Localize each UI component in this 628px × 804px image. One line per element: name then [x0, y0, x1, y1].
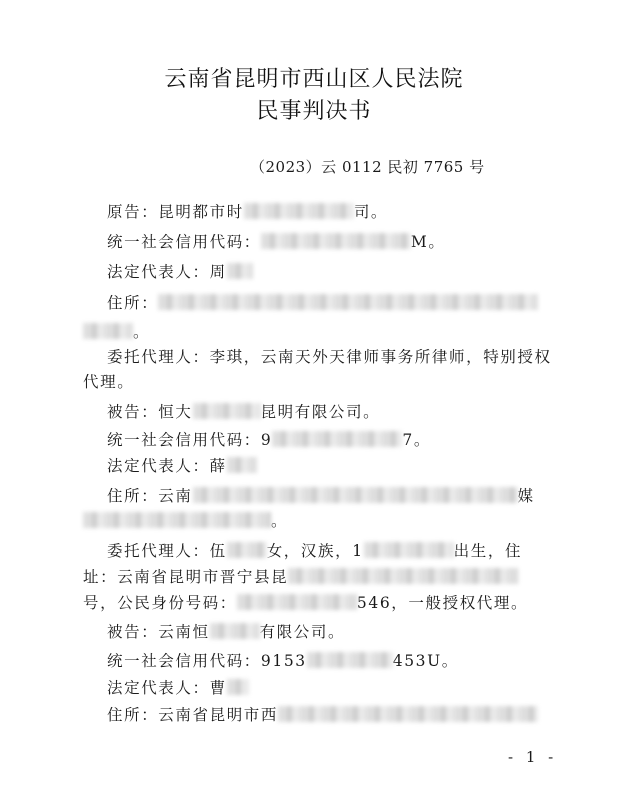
redaction	[158, 294, 538, 310]
legal-rep-label: 法定代表人：周	[107, 263, 227, 281]
redaction	[210, 623, 260, 639]
defendant1-address-line	[107, 486, 535, 506]
plaintiff-address-line	[107, 293, 538, 313]
redaction	[237, 594, 357, 610]
credit-code-suffix: 7。	[402, 431, 431, 449]
redaction	[288, 568, 518, 584]
agent-label: 委托代理人：伍	[107, 542, 227, 560]
defendant1-legal-rep-line	[107, 456, 257, 476]
redaction	[193, 403, 261, 419]
agent-info: 女，汉族，1	[266, 542, 364, 560]
id-suffix: 546，一般授权代理。	[356, 594, 529, 612]
address-suffix: 媒	[517, 487, 535, 505]
defendant1-agent-line	[107, 541, 522, 561]
defendant1-address-cont	[83, 511, 288, 531]
agent-address-text: 址：云南省昆明市晋宁县昆	[83, 568, 289, 586]
redaction	[193, 487, 518, 503]
case-number: （2023）云 0112 民初 7765 号	[250, 158, 485, 176]
id-label: 号，公民身份号码：	[83, 594, 237, 612]
defendant1-credit-code-line	[107, 430, 431, 450]
credit-code-label: 统一社会信用代码：9153	[107, 652, 307, 670]
defendant1-agent-id-line	[83, 593, 528, 613]
redaction	[227, 542, 267, 558]
address-end: 。	[133, 323, 151, 341]
defendant2-label: 被告：云南恒	[107, 623, 210, 641]
defendant1-suffix: 昆明有限公司。	[260, 403, 381, 421]
defendant2-suffix: 有限公司。	[259, 623, 346, 641]
agent-info-end: 出生，住	[453, 542, 523, 560]
address-label: 住所：云南	[107, 487, 193, 505]
redaction	[278, 706, 538, 722]
redaction	[227, 263, 253, 279]
plaintiff-line	[107, 202, 388, 222]
agent-line: 委托代理人：李琪，云南天外天律师事务所律师，特别授权	[107, 348, 552, 366]
page-number: - 1 -	[508, 748, 558, 766]
defendant2-credit-code-line	[107, 651, 459, 671]
legal-rep-label: 法定代表人：曹	[107, 679, 227, 697]
plaintiff-credit-code-line	[107, 232, 445, 252]
credit-code-suffix: M。	[410, 233, 446, 251]
court-name: 云南省昆明市西山区人民法院	[164, 67, 464, 92]
plaintiff-address-cont	[83, 322, 150, 342]
credit-code-suffix: 453U。	[392, 652, 459, 670]
defendant2-legal-rep-line	[107, 678, 249, 698]
redaction	[227, 457, 257, 473]
redaction	[244, 203, 354, 219]
document-type: 民事判决书	[256, 99, 372, 124]
redaction	[307, 652, 393, 668]
address-label: 住所：	[107, 294, 159, 312]
redaction	[83, 512, 271, 528]
address-end: 。	[271, 512, 289, 530]
redaction	[272, 431, 402, 447]
defendant2-line	[107, 622, 345, 642]
redaction	[83, 323, 133, 339]
defendant1-line	[107, 402, 380, 422]
credit-code-label: 统一社会信用代码：9	[107, 431, 273, 449]
plaintiff-suffix: 司。	[353, 203, 389, 221]
agent-line-cont: 代理。	[83, 373, 135, 391]
defendant1-agent-address	[83, 567, 518, 587]
redaction	[261, 233, 411, 249]
plaintiff-legal-rep-line	[107, 262, 253, 282]
credit-code-label: 统一社会信用代码：	[107, 233, 261, 251]
defendant2-address-line	[107, 705, 538, 725]
redaction	[227, 679, 249, 695]
redaction	[364, 542, 454, 558]
plaintiff-label: 原告：昆明都市时	[107, 203, 244, 221]
defendant1-label: 被告：恒大	[107, 403, 193, 421]
legal-rep-label: 法定代表人：薛	[107, 457, 227, 475]
address-label: 住所：云南省昆明市西	[107, 706, 279, 724]
